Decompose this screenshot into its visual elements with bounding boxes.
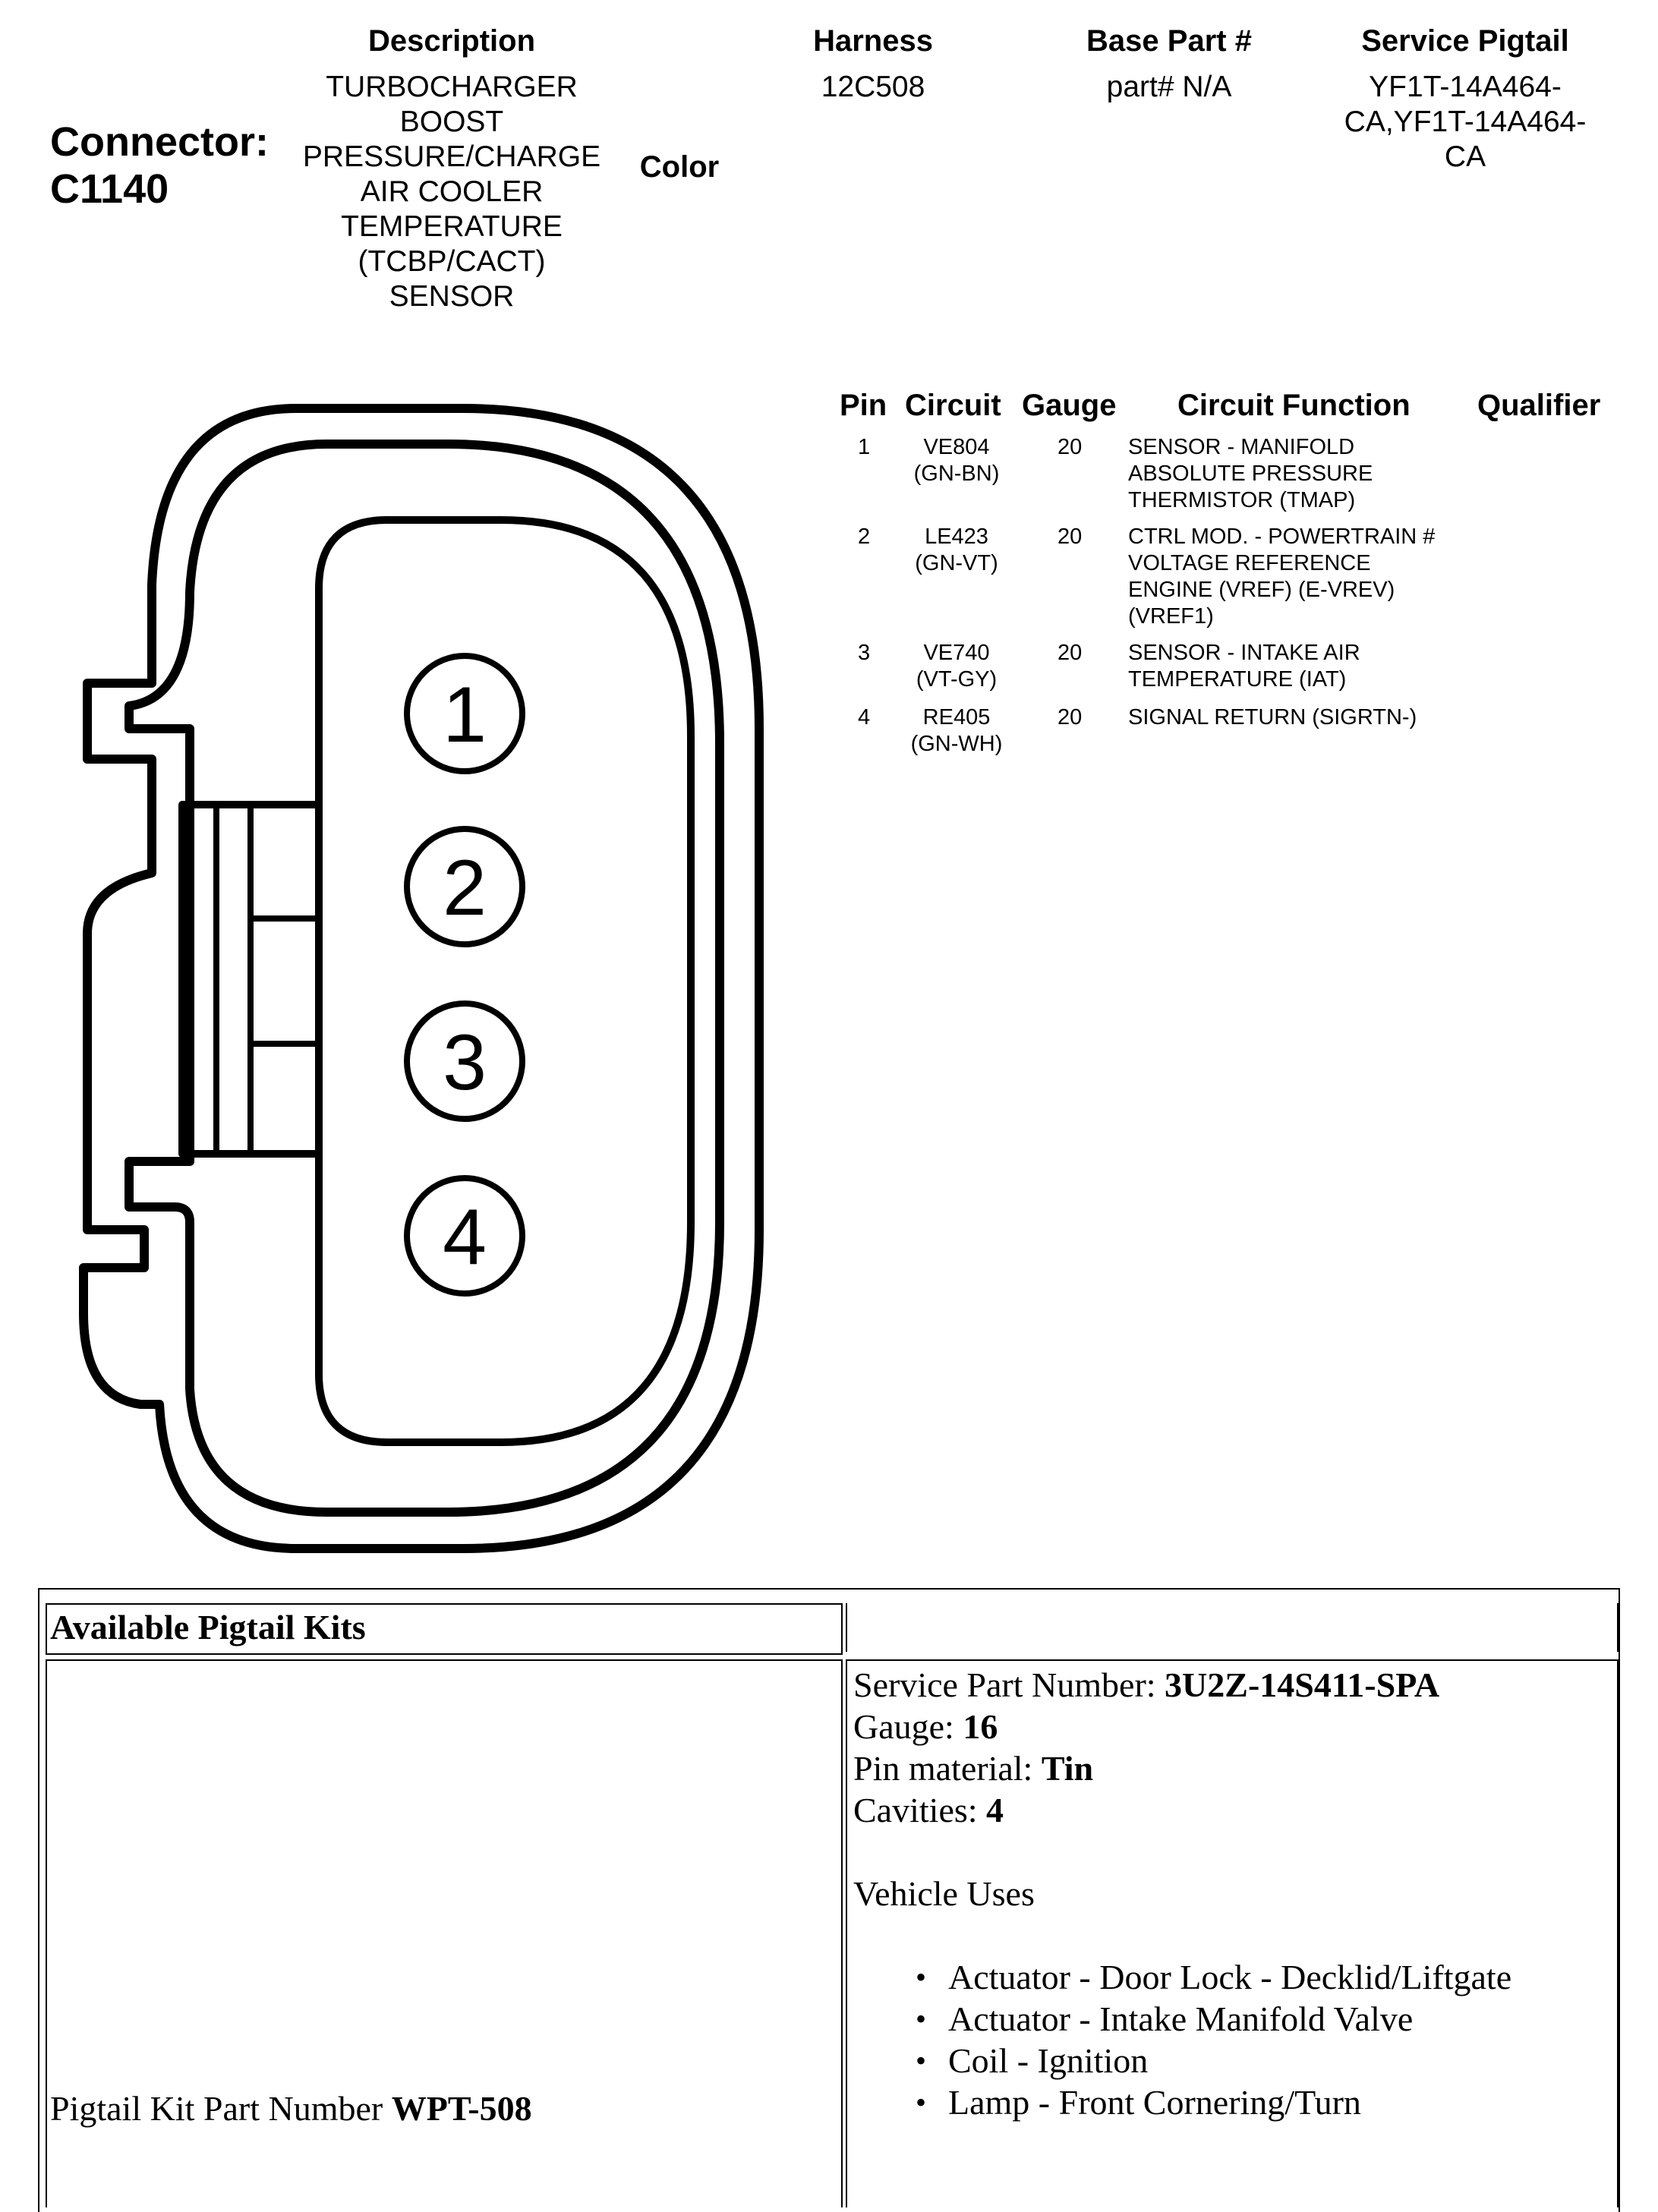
function-column-header: Circuit Function — [1177, 389, 1411, 422]
pin-number: 2 — [858, 525, 871, 549]
gauge-column-header: Gauge — [1022, 389, 1117, 422]
pin-material-value: Tin — [1041, 1749, 1094, 1788]
circuit-color: (GN-WH) — [910, 732, 1003, 756]
cavities-row — [853, 1789, 1612, 1831]
service-part-value: 3U2Z-14S411-SPA — [1165, 1665, 1440, 1704]
circuit-color: (GN-BN) — [913, 462, 1000, 486]
function-cell — [1128, 704, 1417, 731]
connector-label — [50, 118, 269, 213]
pin-label: 4 — [443, 1193, 487, 1281]
gauge-row — [853, 1706, 1612, 1747]
description-line: (TCBP/CACT) — [358, 245, 546, 278]
pin-number: 1 — [858, 435, 871, 459]
circuit-color: (VT-GY) — [916, 667, 998, 692]
description-line: BOOST — [399, 106, 504, 138]
gauge-cell: 20 — [1058, 641, 1083, 665]
circuit-id: VE804 — [923, 435, 990, 459]
description-line: SENSOR — [389, 280, 515, 313]
kit-details — [853, 1664, 1612, 2123]
kit-part-value: WPT-508 — [391, 2089, 532, 2128]
kits-header-right-cell — [846, 1603, 1619, 1652]
description-line: TURBOCHARGER — [326, 71, 578, 103]
base-part-value: part# N/A — [1106, 71, 1232, 103]
kit-part-number — [50, 2088, 532, 2129]
vehicle-uses-list — [853, 1956, 1612, 2123]
terminal-cavity — [319, 520, 691, 1442]
list-item: • Coil - Ignition — [853, 2040, 1612, 2081]
cavities-value: 4 — [986, 1791, 1004, 1829]
circuit-color: (GN-VT) — [915, 551, 998, 575]
pin-label: 3 — [443, 1019, 487, 1107]
function-cell — [1128, 640, 1360, 693]
pin-label: 1 — [443, 671, 487, 759]
pin-label: 2 — [443, 844, 487, 932]
description-line: AIR COOLER — [360, 175, 544, 208]
qualifier-column-header: Qualifier — [1477, 389, 1601, 422]
function-line: THERMISTOR (TMAP) — [1128, 488, 1356, 512]
connector-label-text: Connector: — [50, 119, 269, 165]
kits-title: Available Pigtail Kits — [50, 1608, 366, 1646]
circuit-id: LE423 — [925, 525, 988, 549]
function-line: ABSOLUTE PRESSURE — [1128, 462, 1373, 486]
gauge-cell: 20 — [1058, 525, 1083, 549]
kit-part-label: Pigtail Kit Part Number — [50, 2089, 383, 2128]
circuit-cell — [896, 434, 1017, 487]
service-part-label: Service Part Number: — [853, 1665, 1156, 1704]
service-pigtail-line: YF1T-14A464- — [1369, 71, 1562, 103]
circuit-cell — [896, 704, 1017, 758]
gauge-cell: 20 — [1058, 705, 1083, 729]
function-line: (VREF1) — [1128, 604, 1214, 629]
circuit-id: RE405 — [922, 705, 991, 729]
description-line: PRESSURE/CHARGE — [302, 140, 601, 173]
description-line: TEMPERATURE — [341, 210, 563, 243]
circuit-cell — [896, 524, 1017, 577]
list-item: • Actuator - Door Lock - Decklid/Liftgate — [853, 1956, 1612, 1998]
service-pigtail-line: CA — [1444, 140, 1486, 173]
color-header: Color — [639, 150, 720, 184]
function-line: VOLTAGE REFERENCE — [1128, 551, 1371, 575]
pin-material-label: Pin material: — [853, 1749, 1033, 1788]
pin-column-header: Pin — [840, 389, 887, 422]
vehicle-uses-heading: Vehicle Uses — [853, 1874, 1035, 1913]
service-part-row — [853, 1664, 1612, 1706]
description-value — [288, 70, 615, 314]
function-line: CTRL MOD. - POWERTRAIN # — [1128, 525, 1436, 549]
function-cell — [1128, 524, 1435, 630]
connector-id: C1140 — [50, 166, 169, 212]
service-pigtail-header: Service Pigtail — [1361, 24, 1569, 58]
harness-header: Harness — [813, 24, 933, 58]
service-pigtail-line: CA,YF1T-14A464- — [1344, 106, 1587, 138]
pin-number: 4 — [858, 705, 871, 729]
description-header: Description — [367, 24, 536, 58]
list-item: • Actuator - Intake Manifold Valve — [853, 1998, 1612, 2040]
circuit-id: VE740 — [923, 641, 990, 665]
list-item: • Lamp - Front Cornering/Turn — [853, 2081, 1612, 2123]
cavities-label: Cavities: — [853, 1791, 978, 1829]
circuit-cell — [896, 640, 1017, 693]
gauge-label: Gauge: — [853, 1707, 954, 1746]
function-line: TEMPERATURE (IAT) — [1128, 667, 1347, 692]
function-cell — [1128, 434, 1373, 514]
function-line: SIGNAL RETURN (SIGRTN-) — [1128, 705, 1417, 729]
pin-number: 3 — [858, 641, 871, 665]
function-line: ENGINE (VREF) (E-VREV) — [1128, 578, 1395, 602]
harness-value: 12C508 — [821, 71, 925, 103]
service-pigtail-value — [1306, 70, 1625, 175]
gauge-value: 16 — [963, 1707, 998, 1746]
circuit-column-header: Circuit — [905, 389, 1001, 422]
connector-diagram — [68, 402, 797, 1556]
function-line: SENSOR - INTAKE AIR — [1128, 641, 1360, 665]
function-line: SENSOR - MANIFOLD — [1128, 435, 1355, 459]
base-part-header: Base Part # — [1086, 24, 1252, 58]
pin-material-row — [853, 1747, 1612, 1789]
gauge-cell: 20 — [1058, 435, 1083, 459]
